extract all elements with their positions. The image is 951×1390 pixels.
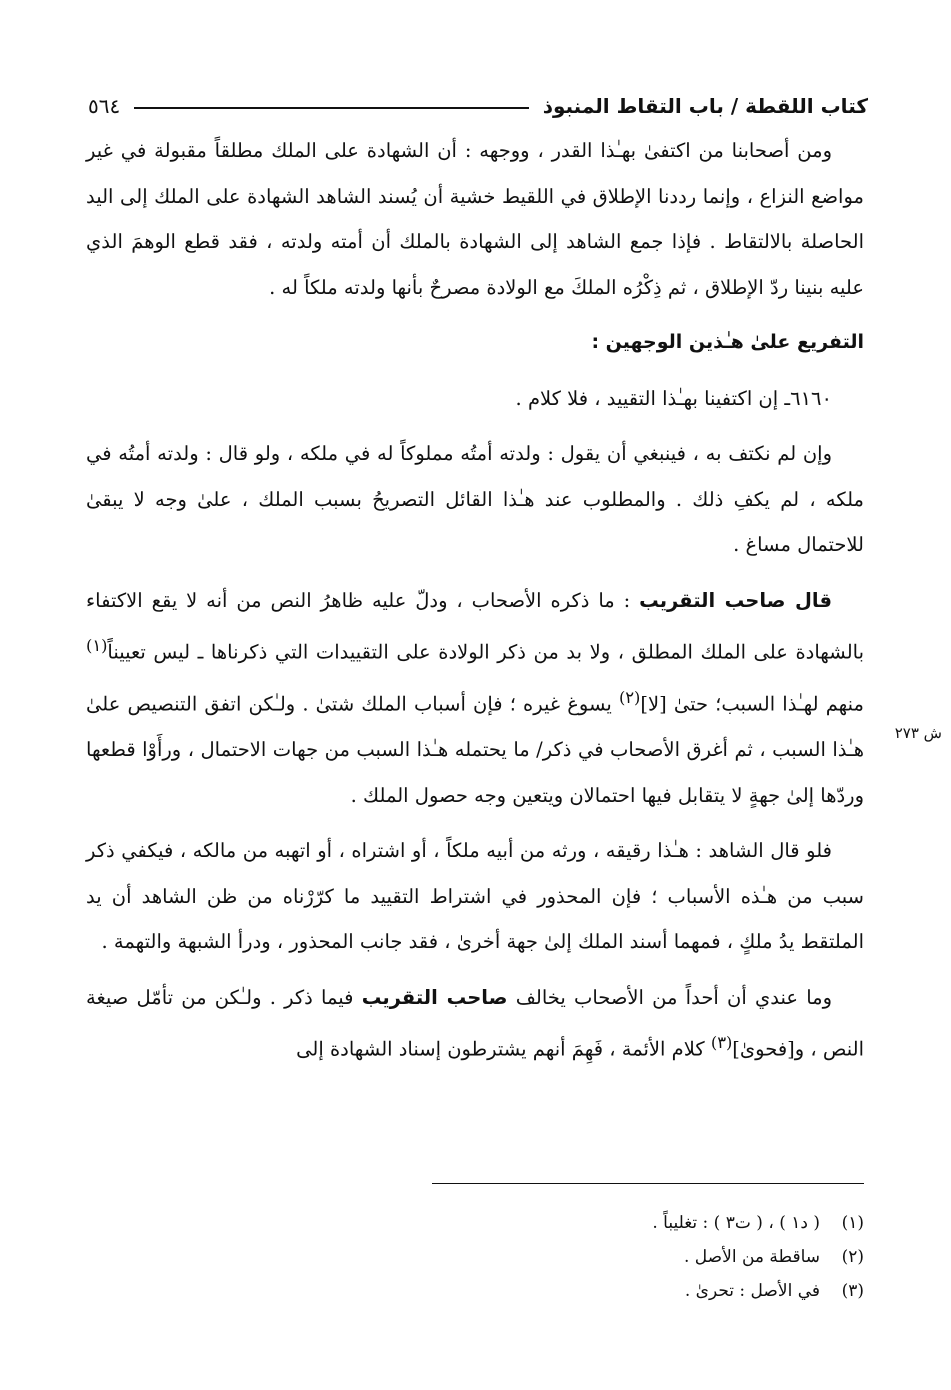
footnote-number: (١) [841,1213,864,1233]
paragraph-6-text-a: وما عندي أن أحداً من الأصحاب يخالف [515,985,832,1009]
footnote-marker-3: (٣) [710,1033,733,1052]
page-number: ٥٦٤ [88,94,121,118]
footnote-item [380,1274,864,1308]
running-header [88,78,868,118]
footnote-divider [432,1183,864,1184]
paragraph-6-text-c: كلام الأئمة ، فَهِمَ أنهم يشترطون إسناد الشهادة إلى [296,1037,705,1061]
author-reference: قال صاحب التقريب [639,588,833,612]
paragraph-4-text-a: : ما ذكره الأصحاب ، ودلّ عليه ظاهرُ النص من أنه لا يقع الاكتفاء بالشهادة على الملك المطلق ، ولا بد من ذكر الولادة على التقييدات التي ذكرناها ـ ليس تعييناً [86,588,864,664]
footnote-marker-2: (٢) [618,688,641,707]
footnote-item [380,1206,864,1240]
footnote-text: في الأصل : تحرىٰ . [684,1281,820,1301]
footnote-text: ساقطة من الأصل . [684,1247,820,1267]
margin-reference: ش ٢٧٣ [894,724,942,742]
footnote-number: (٣) [841,1281,864,1301]
header-rule [134,107,528,109]
paragraph-6 [86,975,864,1073]
footnote-text: ( د١ ) ، ( ت٣ ) : تغليباً . [652,1213,820,1233]
header-title: كتاب اللقطة / باب التقاط المنبوذ [542,94,868,118]
paragraph-4-text-b: منهم لهـٰذا السبب؛ حتىٰ [لا] [640,692,864,716]
footnote-item [380,1240,864,1274]
paragraph-1: ومن أصحابنا من اكتفىٰ بهـٰذا القدر ، ووجهه : أن الشهادة على الملك مطلقاً مقبولة في غير مواضع النزاع ، وإنما رددنا الإطلاق في اللقيط خشية أن يُسند الشاهد الشهادة على الملك إلى اليد الحاصلة بالالتقاط . فإذا جمع الشاهد إلى الشهادة بالملك أن أمته ولدته ، فقد قطع الوهمَ الذي عليه بنينا ردّ الإطلاق ، ثم ذِكْرُه الملكَ مع الولادة مصرحٌ بأنها ولدته ملكاً له . [86,139,864,299]
paragraph-4-text-c: يسوغ غيره ؛ فإن أسباب الملك شتىٰ . ولـٰكن اتفق التنصيص علىٰ هـٰذا السبب ، ثم أغرق الأصحاب في ذكر/ ما يحتمله هـٰذا السبب من جهات الاحتمال ، ورأَوْا قطعها وردّها إلىٰ جهةٍ لا يتقابل فيها احتمالان ويتعين وجه حصول الملك . [86,692,864,807]
footnote-marker-1: (١) [86,636,108,655]
paragraph-2: ٦١٦٠ـ إن اكتفينا بهـٰذا التقييد ، فلا كلام . [515,386,832,410]
author-reference-2: صاحب التقريب [361,985,508,1009]
footnotes [380,1206,864,1308]
main-text [86,128,864,1072]
section-heading: التفريع علىٰ هـٰذين الوجهين : [591,331,864,353]
paragraph-3: وإن لم نكتف به ، فينبغي أن يقول : ولدته أمتُه مملوكاً له في ملكه ، ولو قال : ولدته أمتُه في ملكه ، لم يكفِ ذلك . والمطلوب عند هـٰذا القائل التصريحُ بسبب الملك ، علىٰ وجه لا يبقىٰ للاحتمال مساغ . [86,442,864,556]
paragraph-5: فلو قال الشاهد : هـٰذا رقيقه ، ورثه من أبيه ملكاً ، أو اشتراه ، أو اتهبه من مالكه ، فيكفي ذكر سبب من هـٰذه الأسباب ؛ فإن المحذور في اشتراط التقييد ما كرّرْناه من ظن الشاهد أن يد الملتقط يدُ ملكٍ ، فمهما أسند الملك إلىٰ جهة أخرىٰ ، فقد جانب المحذور ، ودرأ الشبهة والتهمة . [86,839,864,953]
footnote-number: (٢) [841,1247,864,1267]
paragraph-6-text-b: فيما ذكر . ولـٰكن من تأمّل صيغة النص ، و[فحوىٰ] [86,985,864,1061]
paragraph-4 [86,578,864,819]
